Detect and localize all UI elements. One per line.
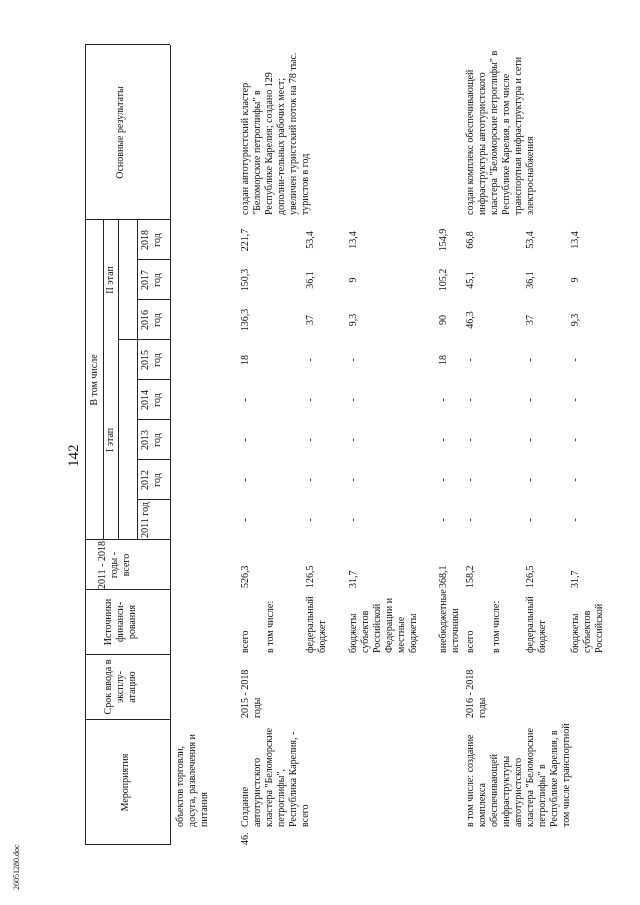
year-value: 53,4	[525, 231, 536, 249]
grid-line	[137, 220, 138, 540]
year-value: 36,1	[305, 271, 316, 289]
total-value: 31,7	[570, 570, 581, 588]
year-value: -	[570, 478, 581, 482]
year-value: -	[240, 438, 251, 442]
source-text: внебюджетные источники	[438, 589, 461, 653]
grid-line	[137, 459, 170, 460]
item-number: 46.	[240, 832, 251, 845]
year-value: -	[525, 478, 536, 482]
year-value: -	[348, 478, 359, 482]
year-value: 13,4	[348, 231, 359, 249]
header-deadline: Срок ввода в эксплу-атацию	[103, 659, 138, 715]
total-value: 526,3	[240, 565, 251, 588]
page-number: 142	[66, 444, 82, 467]
year-value: -	[240, 478, 251, 482]
source-text: всего	[465, 630, 476, 653]
year-value: 9	[570, 277, 581, 283]
year-value: 53,4	[305, 231, 316, 249]
year-value: -	[438, 518, 449, 522]
year-value: 18	[438, 355, 449, 365]
year-value: 36,1	[525, 271, 536, 289]
continuation-text: объектов торговли, досуга, развлечения и питания	[175, 734, 210, 827]
year-value: -	[240, 398, 251, 402]
grid-line	[118, 339, 170, 340]
source-text: бюджеты субъектов Российской Федерации и местные бюджеты	[348, 597, 419, 653]
header-total: 2011 - 2018 годы - всего	[97, 541, 132, 589]
source-text: федеральный бюджет	[525, 596, 548, 653]
year-value: -	[525, 438, 536, 442]
header-results: Основные результаты	[115, 86, 126, 179]
header-incl: В том числе	[89, 354, 100, 406]
result-text: создан комплекс обеспечивающей инфраструктуры автотуристского кластера "Беломорские петроглифы" в Республике Карелия, в том числе транспортная инфраструктура и сети электроснабжения	[465, 50, 536, 215]
header-year: 2012 год	[140, 470, 163, 490]
header-year: 2011 год	[140, 502, 151, 538]
source-text: федеральный бюджет	[305, 596, 328, 653]
header-year: 2016 год	[140, 310, 163, 330]
year-value: -	[348, 358, 359, 362]
grid-line	[137, 499, 170, 500]
grid-line	[103, 220, 104, 540]
year-value: 45,1	[465, 271, 476, 289]
year-value: 66,8	[465, 231, 476, 249]
grid-line	[170, 45, 171, 845]
grid-line	[85, 654, 170, 655]
year-value: 46,3	[465, 311, 476, 329]
header-year: 2015 год	[140, 350, 163, 370]
grid-line	[137, 299, 170, 300]
header-year: 2018 год	[140, 230, 163, 250]
grid-line	[85, 44, 170, 45]
year-value: -	[438, 438, 449, 442]
year-value: -	[570, 518, 581, 522]
year-value: -	[570, 358, 581, 362]
header-year: 2013 год	[140, 430, 163, 450]
header-activities: Мероприятия	[120, 753, 131, 812]
year-value: -	[525, 398, 536, 402]
year-value: 13,4	[570, 231, 581, 249]
year-value: -	[240, 518, 251, 522]
deadline-text: 2015 - 2018 годы	[240, 669, 263, 718]
year-value: 9,3	[348, 313, 359, 327]
footer-filename: 26051280.doc	[12, 844, 21, 890]
year-value: -	[348, 398, 359, 402]
total-value: 31,7	[348, 570, 359, 588]
landscape-table-page	[65, 45, 620, 845]
activity-text: Создание автотуристского кластера "Беломорские петроглифы", Республика Карелия, - всего	[240, 728, 311, 827]
total-value: 126,5	[525, 565, 536, 588]
year-value: 136,3	[240, 308, 251, 332]
total-value: 368,1	[438, 565, 449, 588]
year-value: 154,9	[438, 228, 449, 252]
year-value: 9,3	[570, 313, 581, 327]
year-value: 9	[348, 277, 359, 283]
year-value: -	[465, 438, 476, 442]
year-value: -	[438, 478, 449, 482]
year-value: 37	[305, 315, 316, 325]
source-text: всего	[240, 630, 251, 653]
total-value: 126,5	[305, 565, 316, 588]
grid-line	[137, 379, 170, 380]
year-value: -	[465, 478, 476, 482]
year-value: -	[465, 518, 476, 522]
grid-line	[85, 589, 170, 590]
year-value: -	[305, 438, 316, 442]
source-text: бюджеты субъектов Российской	[570, 603, 605, 653]
year-value: -	[305, 358, 316, 362]
year-value: 150,3	[240, 268, 251, 292]
year-value: -	[465, 398, 476, 402]
header-year: 2014 год	[140, 390, 163, 410]
year-value: -	[305, 518, 316, 522]
year-value: -	[570, 398, 581, 402]
year-value: -	[525, 518, 536, 522]
year-value: 37	[525, 315, 536, 325]
year-value: 18	[240, 355, 251, 365]
grid-line	[137, 419, 170, 420]
year-value: -	[348, 438, 359, 442]
year-value: 90	[438, 315, 449, 325]
year-value: 105,2	[438, 268, 449, 292]
year-value: -	[570, 438, 581, 442]
header-stage2: II этап	[105, 266, 116, 294]
year-value: 221,7	[240, 228, 251, 252]
year-value: -	[305, 398, 316, 402]
result-text: создан автотуристский кластер "Беломорские петроглифы" в Республике Карелия; создано 129 дополни-тельных рабочих мест; увеличен туристский поток на 78 тыс. туристов в год	[240, 52, 311, 215]
header-stage1: I этап	[105, 427, 116, 453]
year-value: -	[465, 358, 476, 362]
year-value: -	[438, 398, 449, 402]
grid-line	[137, 259, 170, 260]
header-sources: Источники финанси-рования	[103, 598, 138, 646]
source-text: в том числе:	[491, 600, 502, 653]
year-value: -	[305, 478, 316, 482]
total-value: 158,2	[465, 565, 476, 588]
activity-text: в том числе: создание комплекса обеспечивающей инфраструктуры автотуристского кластера "Беломорские петроглифы" в Республике Карелия, в том числе транспортной	[465, 723, 572, 827]
grid-line	[118, 220, 119, 540]
year-value: -	[348, 518, 359, 522]
year-value: -	[525, 358, 536, 362]
header-year: 2017 год	[140, 270, 163, 290]
grid-line	[85, 45, 86, 845]
source-text: в том числе:	[265, 600, 276, 653]
deadline-text: 2016 - 2018 годы	[465, 669, 488, 718]
